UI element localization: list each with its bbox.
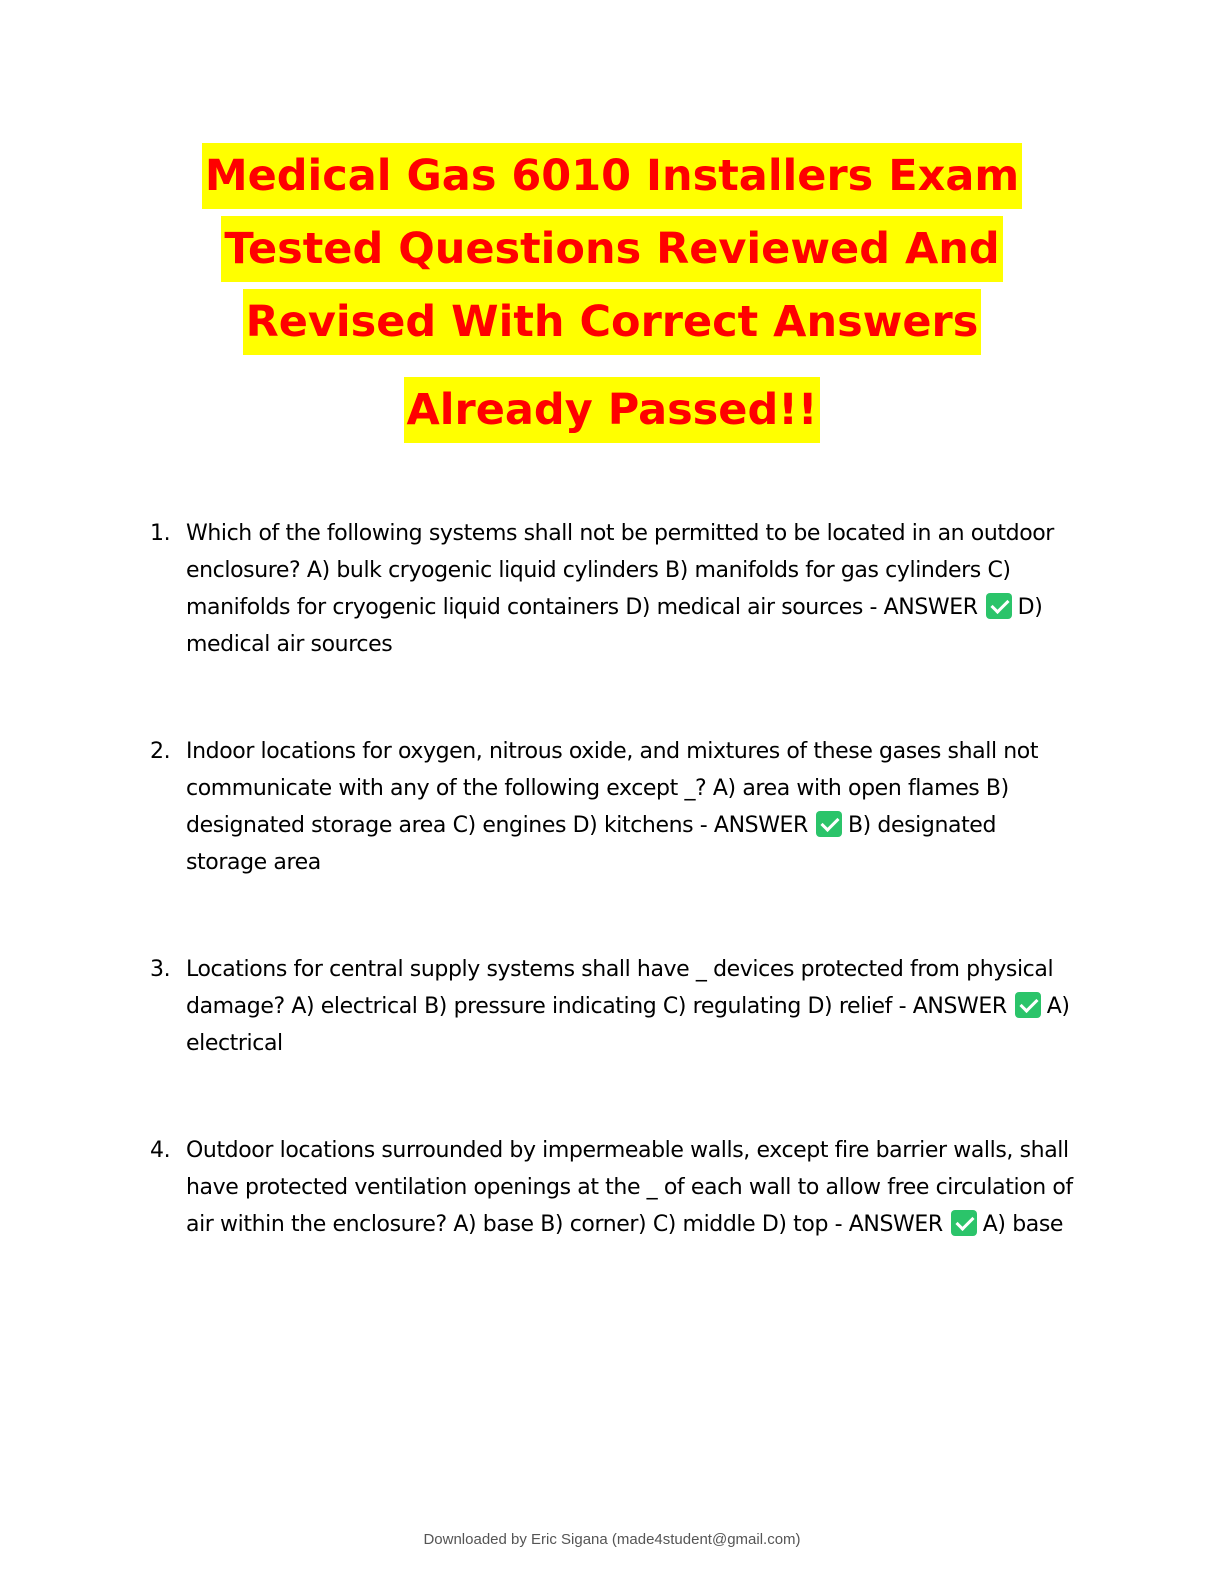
- title-row-4: [0, 377, 1224, 450]
- check-mark-icon: [816, 811, 842, 837]
- question-answer: D) medical air sources: [186, 595, 1043, 657]
- question-text: Which of the following systems shall not be permitted to be located in an outdoor enclosure? A) bulk cryogenic liquid cylinders B) manifolds for gas cylinders C) manifolds for cryogenic liquid containers D) medical air sources - ANSWER: [186, 521, 1054, 620]
- download-footer: Downloaded by Eric Sigana (made4student@gmail.com): [423, 1531, 801, 1548]
- title-line-3: Revised With Correct Answers: [243, 289, 982, 355]
- question-answer: A) base: [982, 1212, 1064, 1237]
- title-line-1: Medical Gas 6010 Installers Exam: [202, 143, 1022, 209]
- title-line-2: Tested Questions Reviewed And: [221, 216, 1002, 282]
- check-mark-icon: [951, 1210, 977, 1236]
- question-answer: A) electrical: [186, 994, 1070, 1056]
- question-number: 3.: [150, 957, 171, 982]
- title-row-2: [0, 216, 1224, 289]
- question-item: [150, 733, 1080, 881]
- question-text: Locations for central supply systems shall have _ devices protected from physical damage? A) electrical B) pressure indicating C) regulating D) relief - ANSWER: [186, 957, 1054, 1019]
- question-item: [150, 951, 1080, 1062]
- question-item: [150, 515, 1080, 663]
- document-title: [0, 143, 1224, 450]
- question-number: 1.: [150, 521, 171, 546]
- question-answer: B) designated storage area: [186, 813, 997, 875]
- question-number: 4.: [150, 1138, 171, 1163]
- title-row-1: [0, 143, 1224, 216]
- question-list: [150, 515, 1080, 1313]
- question-text: Outdoor locations surrounded by impermeable walls, except fire barrier walls, shall have protected ventilation openings at the _ of each wall to allow free circulation of air within the enclosure? A) base B) corner) C) middle D) top - ANSWER: [186, 1138, 1073, 1237]
- title-row-3: [0, 289, 1224, 362]
- check-mark-icon: [1015, 992, 1041, 1018]
- question-text: Indoor locations for oxygen, nitrous oxide, and mixtures of these gases shall not communicate with any of the following except _? A) area with open flames B) designated storage area C) engines D) kitchens - ANSWER: [186, 739, 1039, 838]
- title-line-4: Already Passed!!: [404, 377, 821, 443]
- question-item: [150, 1132, 1080, 1243]
- question-number: 2.: [150, 739, 171, 764]
- check-mark-icon: [986, 593, 1012, 619]
